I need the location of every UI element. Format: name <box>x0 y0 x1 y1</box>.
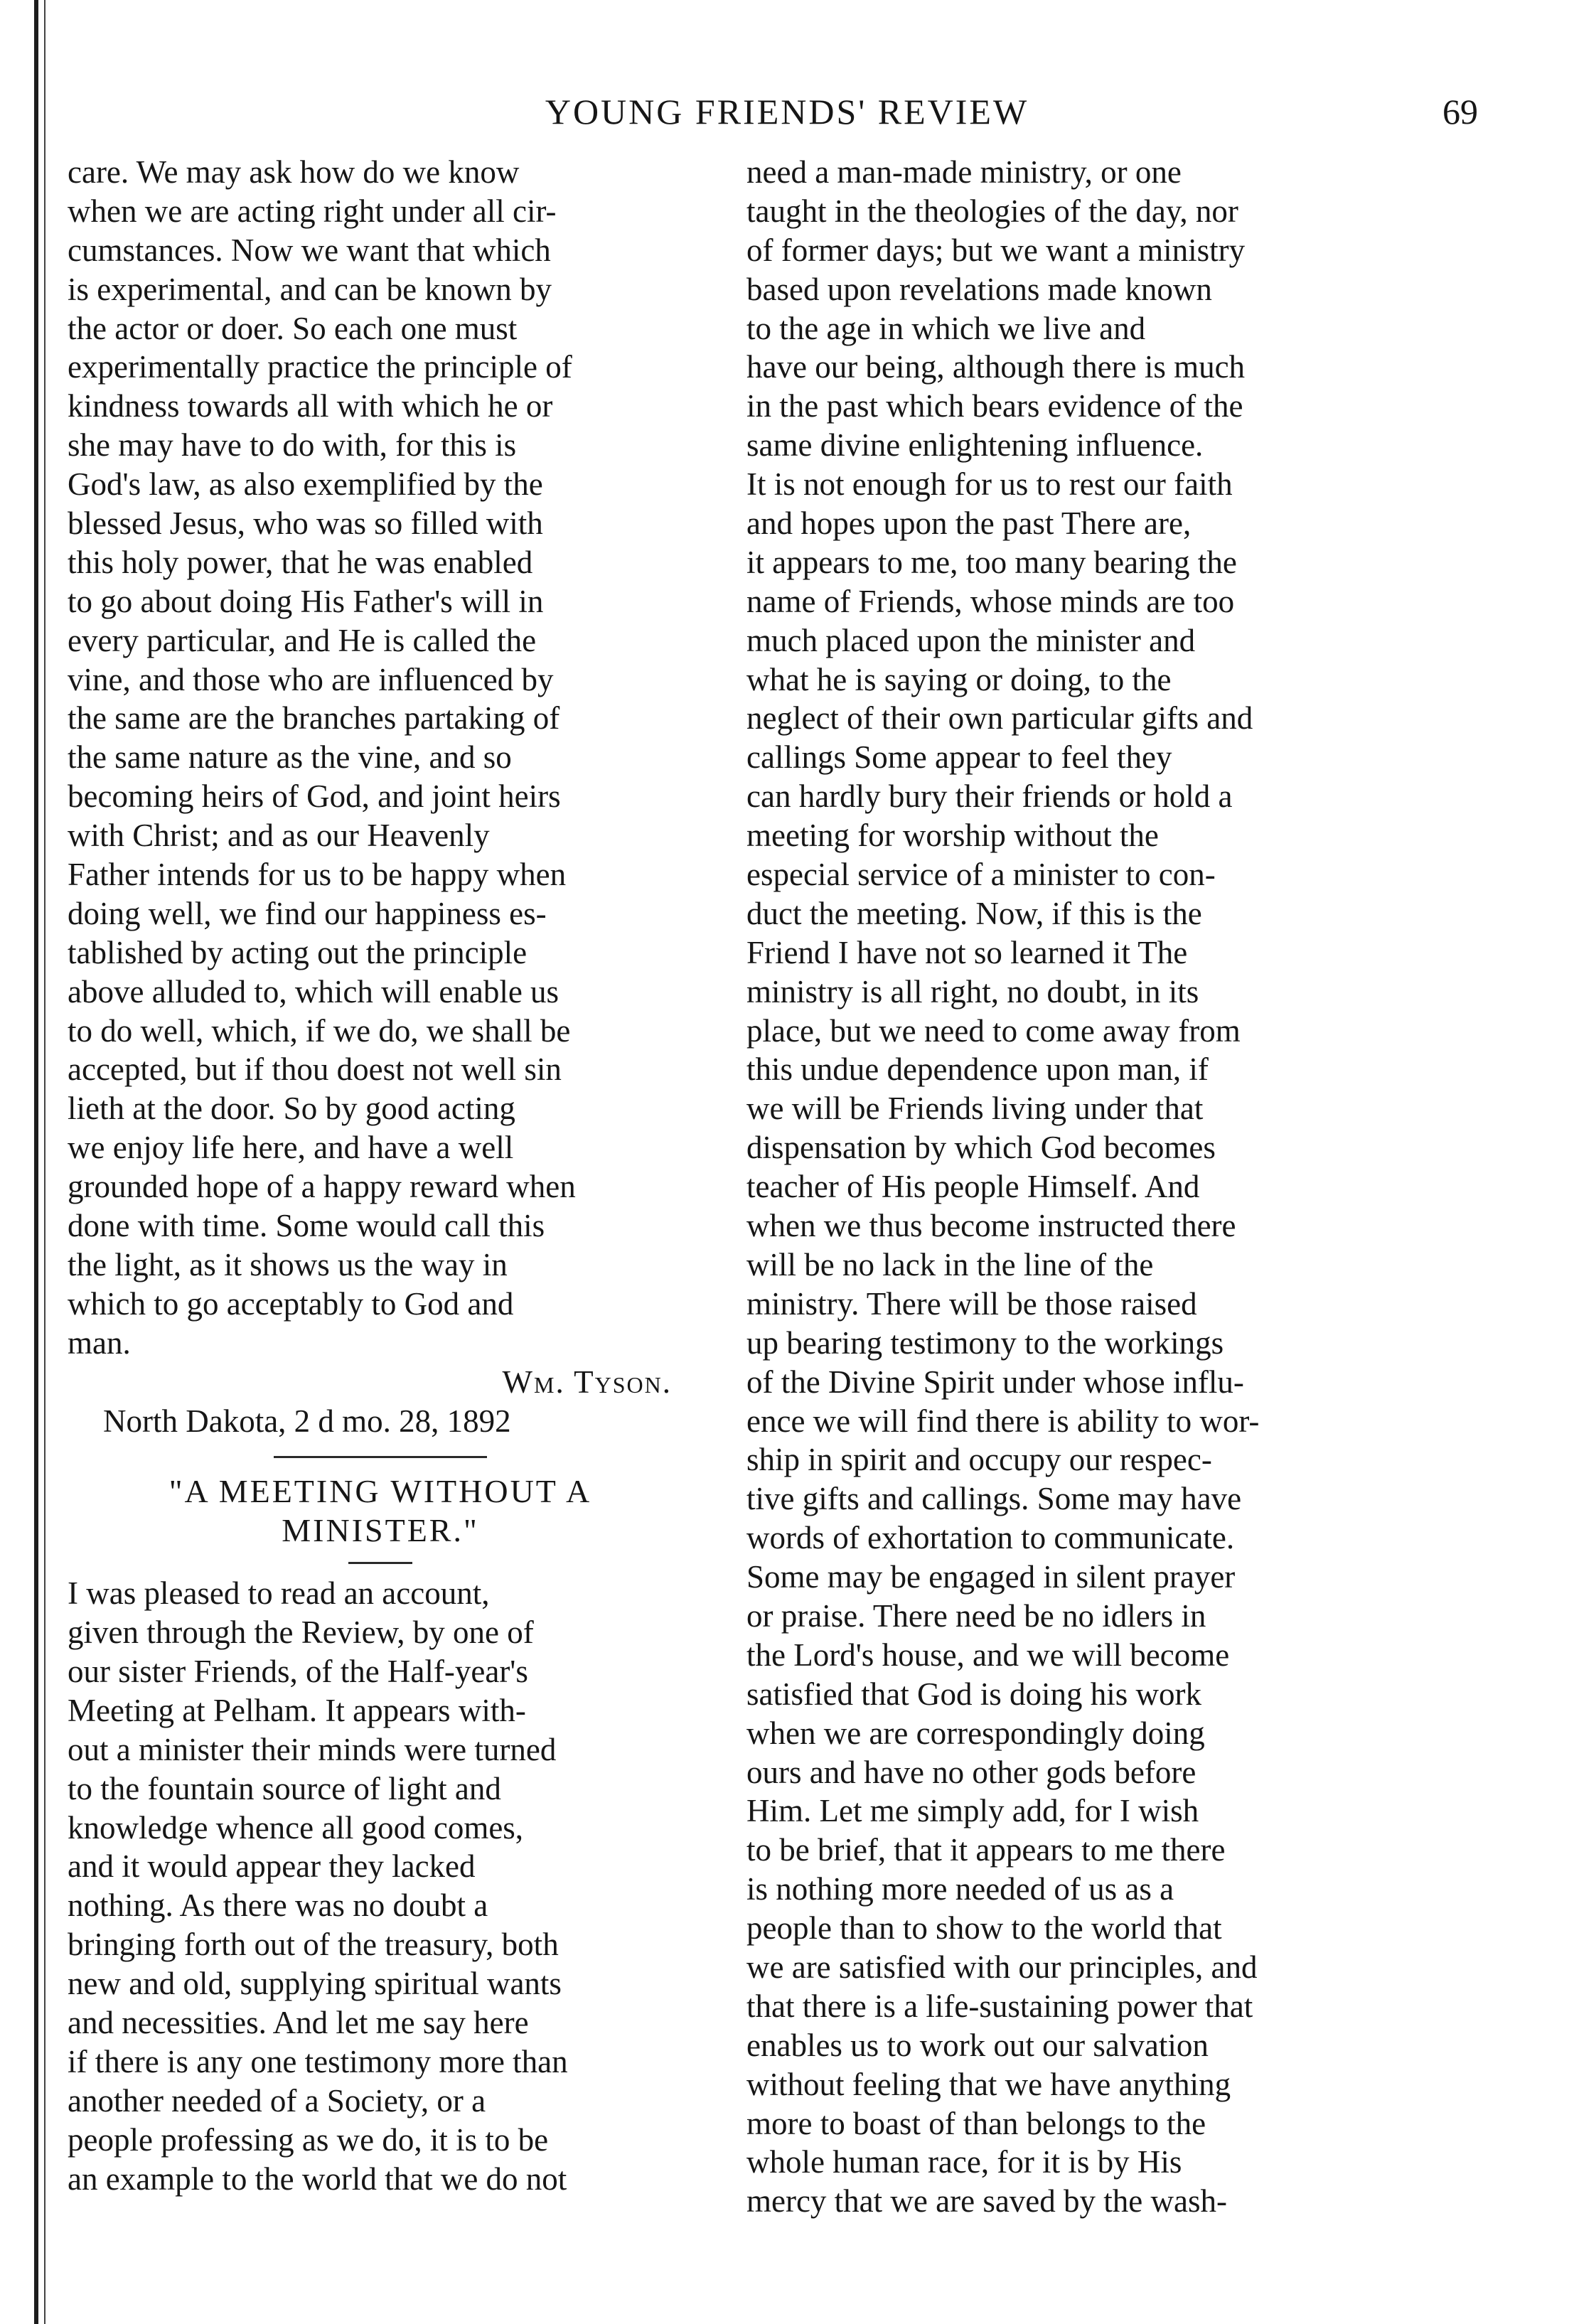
text-line: it appears to me, too many bearing the <box>746 544 1237 580</box>
text-line: more to boast of than belongs to the <box>746 2105 1206 2141</box>
text-line: that there is a life-sustaining power that <box>746 1988 1253 2024</box>
text-line: vine, and those who are influenced by <box>68 661 554 697</box>
text-line: Father intends for us to be happy when <box>68 857 567 893</box>
text-line: enables us to work out our salvation <box>746 2027 1209 2063</box>
left-column <box>68 153 693 2198</box>
text-line: have our being, although there is much <box>746 349 1246 385</box>
text-line: based upon revelations made known <box>746 271 1212 307</box>
text-line: man. <box>68 1324 131 1361</box>
article-title <box>68 1472 693 1551</box>
text-line: especial service of a minister to con- <box>746 857 1216 893</box>
text-line: words of exhortation to communicate. <box>746 1520 1235 1556</box>
text-line: ship in spirit and occupy our respec- <box>746 1442 1212 1478</box>
article-paragraph <box>68 1574 693 2198</box>
text-line: It is not enough for us to rest our faith <box>746 466 1233 503</box>
letter-paragraph <box>68 153 693 1363</box>
text-line: ministry. There will be those raised <box>746 1285 1197 1322</box>
text-line: dispensation by which God becomes <box>746 1130 1216 1166</box>
binding-edge <box>34 0 38 2324</box>
text-line: Meeting at Pelham. It appears with- <box>68 1692 526 1728</box>
text-line: the light, as it shows us the way in <box>68 1246 508 1283</box>
text-line: to the fountain source of light and <box>68 1770 501 1806</box>
text-line: every particular, and He is called the <box>68 622 537 658</box>
right-column <box>746 153 1386 2221</box>
text-line: much placed upon the minister and <box>746 622 1196 658</box>
text-line: up bearing testimony to the workings <box>746 1324 1224 1361</box>
article-title-line: "A MEETING WITHOUT A <box>168 1473 592 1510</box>
text-line: blessed Jesus, who was so filled with <box>68 505 543 542</box>
text-line: this holy power, that he was enabled <box>68 544 533 580</box>
running-title: YOUNG FRIENDS' REVIEW <box>545 92 1029 132</box>
text-line: knowledge whence all good comes, <box>68 1809 524 1846</box>
text-line: or praise. There need be no idlers in <box>746 1597 1206 1634</box>
text-line: this undue dependence upon man, if <box>746 1051 1209 1088</box>
page-header <box>0 91 1574 141</box>
text-line: we will be Friends living under that <box>746 1091 1204 1127</box>
text-line: need a man-made ministry, or one <box>746 154 1182 190</box>
text-line: our sister Friends, of the Half-year's <box>68 1653 528 1689</box>
text-line: the Lord's house, and we will become <box>746 1637 1230 1673</box>
text-line: duct the meeting. Now, if this is the <box>746 895 1202 931</box>
article-continuation <box>746 153 1386 2221</box>
text-line: done with time. Some would call this <box>68 1208 545 1244</box>
text-line: ence we will find there is ability to wor- <box>746 1403 1260 1439</box>
text-line: Some may be engaged in silent prayer <box>746 1559 1236 1595</box>
text-line: the same are the branches partaking of <box>68 700 560 737</box>
text-line: Him. Let me simply add, for I wish <box>746 1793 1199 1829</box>
text-line: given through the Review, by one of <box>68 1615 534 1651</box>
text-line: the actor or doer. So each one must <box>68 310 518 346</box>
text-line: grounded hope of a happy reward when <box>68 1169 576 1205</box>
text-line: out a minister their minds were turned <box>68 1731 557 1767</box>
text-line: to be brief, that it appears to me there <box>746 1832 1226 1868</box>
text-line: she may have to do with, for this is <box>68 427 517 464</box>
text-line: becoming heirs of God, and joint heirs <box>68 778 561 815</box>
text-line: teacher of His people Himself. And <box>746 1169 1200 1205</box>
place-date-line: North Dakota, 2 d mo. 28, 1892 <box>103 1403 511 1439</box>
text-line: cumstances. Now we want that which <box>68 232 551 268</box>
text-line: the same nature as the vine, and so <box>68 739 512 776</box>
text-line: we enjoy life here, and have a well <box>68 1130 514 1166</box>
binding-edge-rule <box>44 0 45 2324</box>
text-line: neglect of their own particular gifts and <box>746 700 1253 737</box>
text-line: what he is saying or doing, to the <box>746 661 1172 697</box>
text-line: whole human race, for it is by His <box>746 2144 1182 2180</box>
text-line: is experimental, and can be known by <box>68 271 552 307</box>
text-line: to the age in which we live and <box>746 310 1146 346</box>
text-line: can hardly bury their friends or hold a <box>746 778 1233 815</box>
section-divider <box>274 1456 487 1458</box>
text-line: God's law, as also exemplified by the <box>68 466 543 503</box>
text-line: people than to show to the world that <box>746 1910 1222 1947</box>
text-line: same divine enlightening influence. <box>746 427 1204 464</box>
text-line: and hopes upon the past There are, <box>746 505 1192 542</box>
text-line: and it would appear they lacked <box>68 1848 476 1885</box>
text-line: when we are correspondingly doing <box>746 1715 1205 1751</box>
text-line: bringing forth out of the treasury, both <box>68 1927 559 1963</box>
article-title-line: MINISTER." <box>282 1512 479 1549</box>
text-line: without feeling that we have anything <box>746 2066 1231 2102</box>
text-line: kindness towards all with which he or <box>68 388 553 424</box>
text-line: and necessities. And let me say here <box>68 2004 529 2040</box>
text-line: to go about doing His Father's will in <box>68 583 544 619</box>
title-divider <box>348 1562 412 1564</box>
text-line: when we thus become instructed there <box>746 1208 1236 1244</box>
text-line: satisfied that God is doing his work <box>746 1676 1201 1712</box>
author-signature: Wm. Tyson. <box>502 1364 672 1400</box>
text-line: ministry is all right, no doubt, in its <box>746 973 1199 1010</box>
text-line: another needed of a Society, or a <box>68 2082 486 2119</box>
text-line: accepted, but if thou doest not well sin <box>68 1051 562 1088</box>
text-line: above alluded to, which will enable us <box>68 973 560 1010</box>
text-line: people professing as we do, it is to be <box>68 2121 549 2158</box>
text-line: meeting for worship without the <box>746 818 1159 854</box>
text-line: taught in the theologies of the day, nor <box>746 193 1238 229</box>
text-line: is nothing more needed of us as a <box>746 1871 1174 1907</box>
text-line: in the past which bears evidence of the <box>746 388 1243 424</box>
text-line: care. We may ask how do we know <box>68 154 520 190</box>
text-line: Friend I have not so learned it The <box>746 934 1188 970</box>
text-line: to do well, which, if we do, we shall be <box>68 1012 571 1049</box>
text-line: with Christ; and as our Heavenly <box>68 818 490 854</box>
text-line: of the Divine Spirit under whose influ- <box>746 1364 1244 1400</box>
text-line: if there is any one testimony more than <box>68 2043 568 2079</box>
text-line: tablished by acting out the principle <box>68 934 528 970</box>
text-line: of former days; but we want a ministry <box>746 232 1246 268</box>
text-line: ours and have no other gods before <box>746 1754 1196 1790</box>
text-line: doing well, we find our happiness es- <box>68 895 547 931</box>
text-line: I was pleased to read an account, <box>68 1575 490 1612</box>
text-line: when we are acting right under all cir- <box>68 193 557 229</box>
text-line: new and old, supplying spiritual wants <box>68 1966 562 2002</box>
text-line: mercy that we are saved by the wash- <box>746 2183 1227 2219</box>
text-line: experimentally practice the principle of <box>68 349 572 385</box>
text-line: nothing. As there was no doubt a <box>68 1887 488 1924</box>
text-line: will be no lack in the line of the <box>746 1246 1154 1283</box>
text-line: name of Friends, whose minds are too <box>746 583 1235 619</box>
text-line: place, but we need to come away from <box>746 1012 1241 1049</box>
text-line: an example to the world that we do not <box>68 2160 567 2197</box>
text-line: lieth at the door. So by good acting <box>68 1091 515 1127</box>
text-line: tive gifts and callings. Some may have <box>746 1481 1242 1517</box>
text-line: callings Some appear to feel they <box>746 739 1172 776</box>
text-line: which to go acceptably to God and <box>68 1285 514 1322</box>
page-number: 69 <box>1442 92 1478 132</box>
text-line: we are satisfied with our principles, and <box>746 1949 1258 1985</box>
